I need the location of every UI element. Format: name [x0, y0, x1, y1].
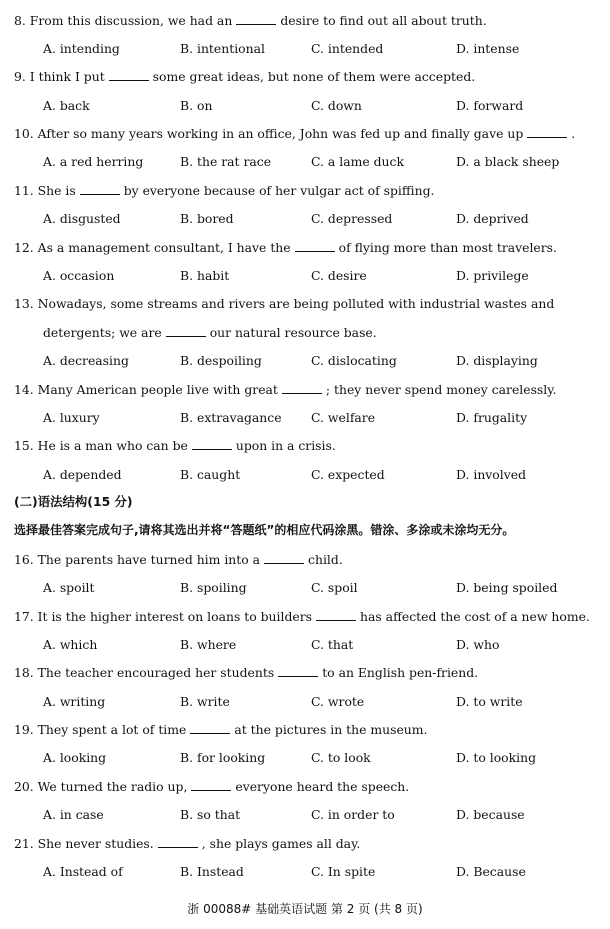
question-12	[14, 238, 610, 258]
question-18	[14, 663, 610, 683]
q14-option-c[interactable]: C. welfare	[311, 410, 376, 425]
answer-blank	[109, 68, 149, 81]
q20-option-d[interactable]: D. because	[456, 807, 525, 822]
q9-option-d[interactable]: D. forward	[456, 98, 524, 113]
answer-blank	[282, 381, 322, 394]
question-15	[14, 436, 610, 456]
q21-option-a[interactable]: A. Instead of	[43, 864, 123, 879]
q10-option-c[interactable]: C. a lame duck	[311, 154, 404, 169]
q11-option-a[interactable]: A. disgusted	[43, 211, 121, 226]
q10-option-d[interactable]: D. a black sheep	[456, 154, 560, 169]
q14-option-b[interactable]: B. extravagance	[180, 410, 282, 425]
q13-pre: detergents; we are	[43, 325, 162, 340]
q21-option-c[interactable]: C. In spite	[311, 864, 376, 879]
q17-option-a[interactable]: A. which	[43, 637, 98, 652]
page-footer: 浙 00088# 基础英语试题 第 2 页 (共 8 页)	[187, 902, 423, 916]
q20-option-b[interactable]: B. so that	[180, 807, 241, 822]
answer-blank	[166, 324, 206, 337]
q12-option-a[interactable]: A. occasion	[43, 268, 115, 283]
q9-post: some great ideas, but none of them were accepted.	[152, 69, 476, 84]
question-19	[14, 720, 610, 740]
q18-pre: 18. The teacher encouraged her students	[14, 665, 275, 680]
q19-post: at the pictures in the museum.	[234, 722, 428, 737]
q15-option-d[interactable]: D. involved	[456, 467, 526, 482]
q15-options	[0, 465, 610, 485]
q13-option-d[interactable]: D. displaying	[456, 353, 538, 368]
q18-option-d[interactable]: D. to write	[456, 694, 523, 709]
q8-option-c[interactable]: C. intended	[311, 41, 384, 56]
question-11	[14, 181, 610, 201]
question-17	[14, 607, 610, 627]
section-instruction: 选择最佳答案完成句子,请将其选出并将“答题纸”的相应代码涂黑。错涂、多涂或未涂均无分。	[14, 523, 515, 537]
q21-post: , she plays games all day.	[201, 836, 361, 851]
q12-option-b[interactable]: B. habit	[180, 268, 230, 283]
q11-option-d[interactable]: D. deprived	[456, 211, 529, 226]
q17-option-d[interactable]: D. who	[456, 637, 500, 652]
q13-option-a[interactable]: A. decreasing	[43, 353, 129, 368]
q15-option-c[interactable]: C. expected	[311, 467, 385, 482]
q14-option-a[interactable]: A. luxury	[43, 410, 100, 425]
q18-options	[0, 692, 610, 712]
q17-option-c[interactable]: C. that	[311, 637, 354, 652]
answer-blank	[190, 721, 230, 734]
answer-blank	[316, 608, 356, 621]
q19-pre: 19. They spent a lot of time	[14, 722, 187, 737]
q18-post: to an English pen-friend.	[322, 665, 479, 680]
q13-line1: 13. Nowadays, some streams and rivers are being polluted with industrial wastes and	[14, 296, 555, 311]
q18-option-b[interactable]: B. write	[180, 694, 230, 709]
q15-option-b[interactable]: B. caught	[180, 467, 241, 482]
question-20	[14, 777, 610, 797]
q16-option-d[interactable]: D. being spoiled	[456, 580, 558, 595]
q21-option-d[interactable]: D. Because	[456, 864, 526, 879]
q19-options	[0, 748, 610, 768]
q14-pre: 14. Many American people live with great	[14, 382, 278, 397]
q12-options	[0, 266, 610, 286]
q17-options	[0, 635, 610, 655]
answer-blank	[278, 664, 318, 677]
q8-option-a[interactable]: A. intending	[43, 41, 120, 56]
q9-option-c[interactable]: C. down	[311, 98, 362, 113]
q10-option-a[interactable]: A. a red herring	[43, 154, 144, 169]
q18-option-a[interactable]: A. writing	[43, 694, 106, 709]
answer-blank	[527, 125, 567, 138]
q20-option-c[interactable]: C. in order to	[311, 807, 395, 822]
q16-option-a[interactable]: A. spoilt	[43, 580, 95, 595]
q19-option-a[interactable]: A. looking	[43, 750, 107, 765]
question-14	[14, 380, 610, 400]
q20-post: everyone heard the speech.	[235, 779, 410, 794]
q17-pre: 17. It is the higher interest on loans to builders	[14, 609, 313, 624]
q21-pre: 21. She never studies.	[14, 836, 154, 851]
answer-blank	[191, 778, 231, 791]
q10-pre: 10. After so many years working in an office, John was fed up and finally gave up	[14, 126, 524, 141]
q12-post: of flying more than most travelers.	[338, 240, 557, 255]
q17-post: has affected the cost of a new home.	[360, 609, 590, 624]
q14-post: ; they never spend money carelessly.	[325, 382, 557, 397]
answer-blank	[264, 551, 304, 564]
answer-blank	[158, 835, 198, 848]
question-16	[14, 550, 610, 570]
q13-post: our natural resource base.	[209, 325, 377, 340]
q11-options	[0, 209, 610, 229]
q12-pre: 12. As a management consultant, I have the	[14, 240, 291, 255]
q17-option-b[interactable]: B. where	[180, 637, 237, 652]
q16-options	[0, 578, 610, 598]
q10-option-b[interactable]: B. the rat race	[180, 154, 272, 169]
q13-option-c[interactable]: C. dislocating	[311, 353, 397, 368]
question-10	[14, 124, 610, 144]
q13-option-b[interactable]: B. despoiling	[180, 353, 262, 368]
q21-option-b[interactable]: B. Instead	[180, 864, 244, 879]
answer-blank	[236, 12, 276, 25]
q16-option-c[interactable]: C. spoil	[311, 580, 358, 595]
q11-post: by everyone because of her vulgar act of spiffing.	[123, 183, 435, 198]
q12-option-d[interactable]: D. privilege	[456, 268, 529, 283]
question-8	[14, 11, 610, 31]
q16-post: child.	[308, 552, 343, 567]
q14-options	[0, 408, 610, 428]
q18-option-c[interactable]: C. wrote	[311, 694, 365, 709]
q8-post: desire to find out all about truth.	[280, 13, 487, 28]
q11-option-c[interactable]: C. depressed	[311, 211, 393, 226]
question-13-continued	[43, 323, 610, 343]
q13-options	[0, 351, 610, 371]
q19-option-b[interactable]: B. for looking	[180, 750, 266, 765]
question-9	[14, 67, 610, 87]
answer-blank	[192, 437, 232, 450]
q16-pre: 16. The parents have turned him into a	[14, 552, 261, 567]
q15-option-a[interactable]: A. depended	[43, 467, 122, 482]
q15-post: upon in a crisis.	[235, 438, 336, 453]
q19-option-c[interactable]: C. to look	[311, 750, 371, 765]
q10-post: .	[571, 126, 576, 141]
q19-option-d[interactable]: D. to looking	[456, 750, 537, 765]
q15-pre: 15. He is a man who can be	[14, 438, 188, 453]
q8-pre: 8. From this discussion, we had an	[14, 13, 233, 28]
q8-options	[0, 39, 610, 59]
q14-option-d[interactable]: D. frugality	[456, 410, 528, 425]
question-21	[14, 834, 610, 854]
q11-option-b[interactable]: B. bored	[180, 211, 234, 226]
q20-option-a[interactable]: A. in case	[43, 807, 104, 822]
q21-options	[0, 862, 610, 882]
q12-option-c[interactable]: C. desire	[311, 268, 367, 283]
q11-pre: 11. She is	[14, 183, 76, 198]
q20-pre: 20. We turned the radio up,	[14, 779, 188, 794]
q20-options	[0, 805, 610, 825]
q8-option-d[interactable]: D. intense	[456, 41, 520, 56]
q9-option-b[interactable]: B. on	[180, 98, 213, 113]
q10-options	[0, 152, 610, 172]
q16-option-b[interactable]: B. spoiling	[180, 580, 247, 595]
q9-options	[0, 96, 610, 116]
q8-option-b[interactable]: B. intentional	[180, 41, 265, 56]
answer-blank	[295, 239, 335, 252]
question-13	[14, 294, 610, 314]
section-title: (二)语法结构(15 分)	[14, 494, 133, 509]
answer-blank	[80, 182, 120, 195]
q9-option-a[interactable]: A. back	[43, 98, 90, 113]
q9-pre: 9. I think I put	[14, 69, 105, 84]
